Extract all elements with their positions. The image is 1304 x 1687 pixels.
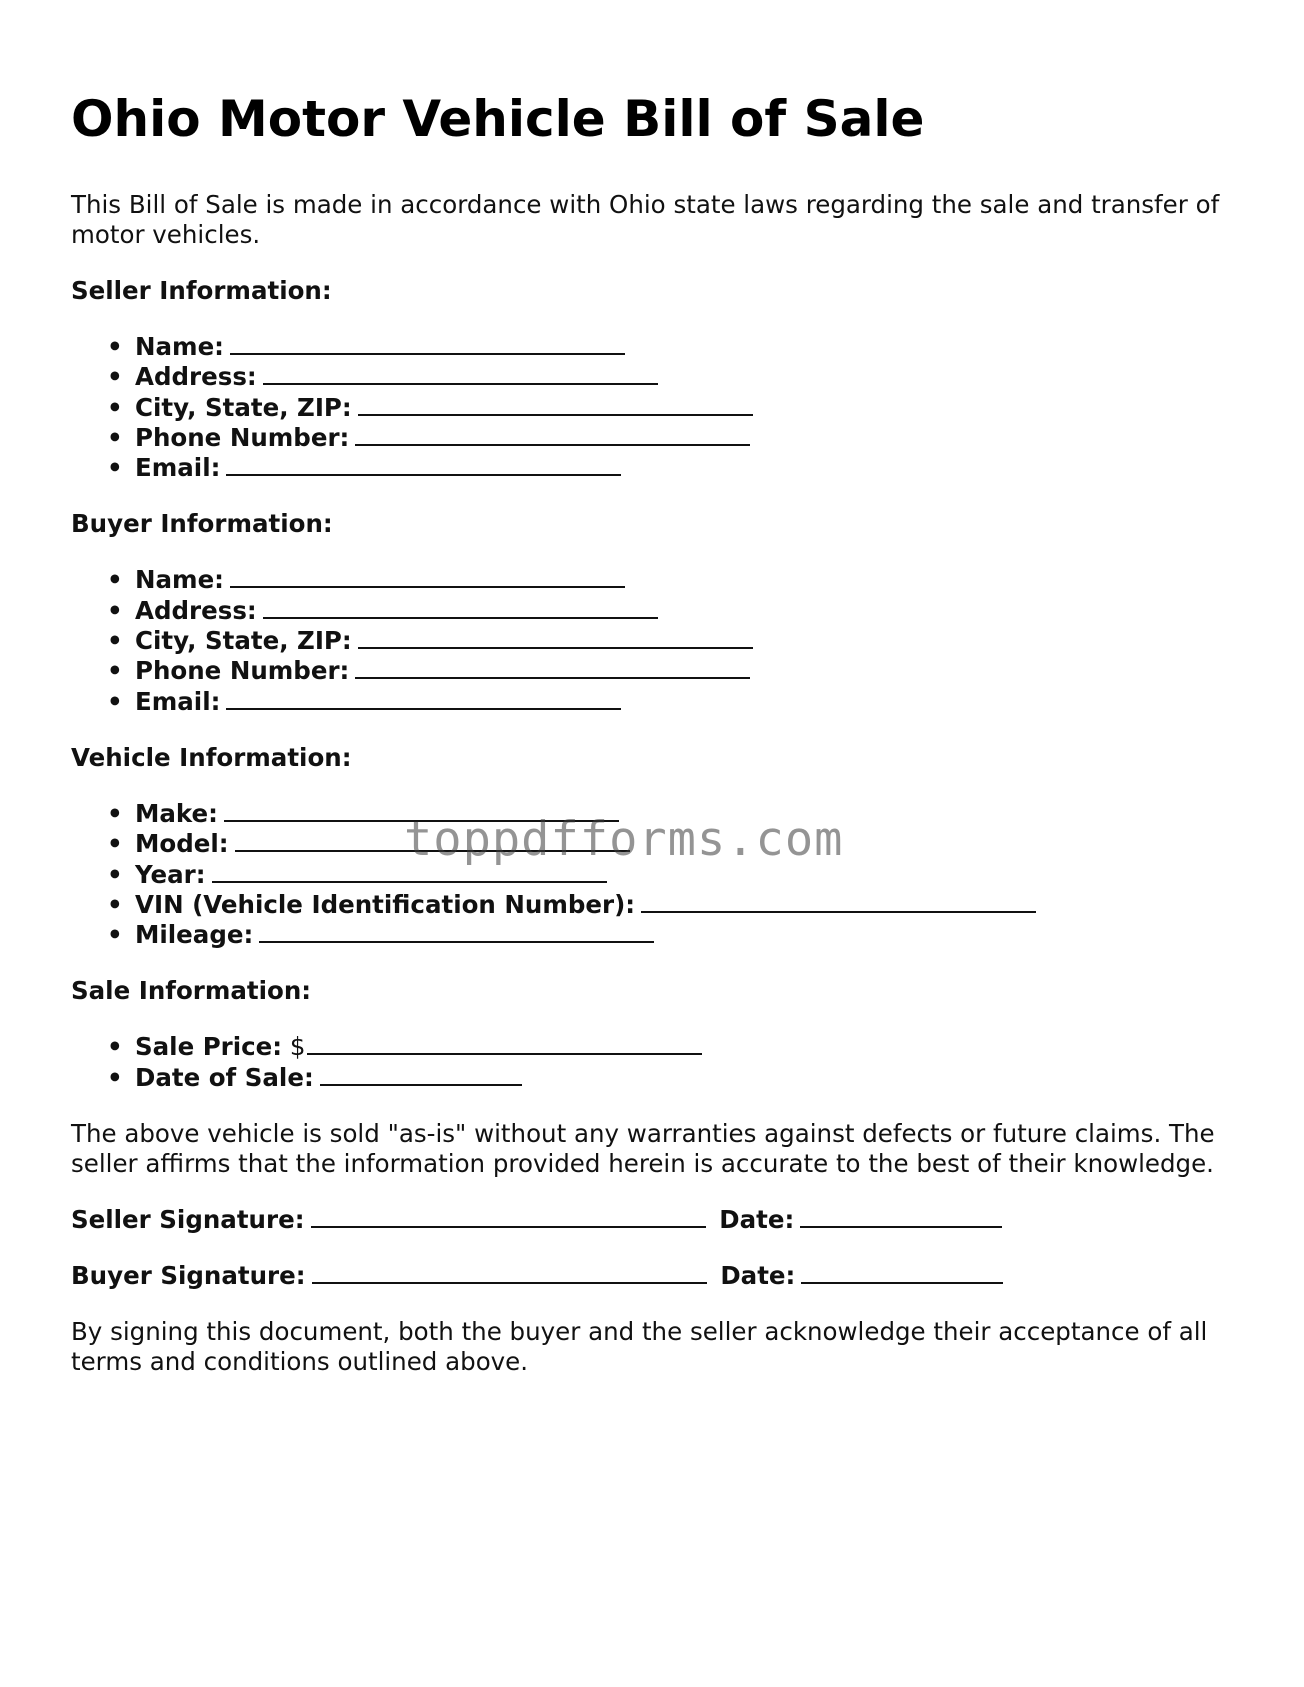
sale-date-field[interactable] [320, 1064, 522, 1086]
sale-date-label: Date of Sale: [135, 1062, 314, 1092]
seller-city-label: City, State, ZIP: [135, 392, 352, 422]
seller-address-label: Address: [135, 362, 257, 392]
buyer-email-field[interactable] [226, 688, 621, 710]
buyer-email-row [107, 686, 1231, 717]
bullet: • [107, 889, 123, 919]
vehicle-year-label: Year: [135, 859, 206, 889]
currency-symbol: $ [289, 1032, 306, 1062]
seller-phone-field[interactable] [355, 424, 750, 446]
buyer-phone-label: Phone Number: [135, 656, 350, 686]
seller-date-label: Date: [719, 1205, 795, 1235]
buyer-date-label: Date: [720, 1261, 796, 1291]
seller-date-field[interactable] [800, 1206, 1002, 1228]
seller-phone-label: Phone Number: [135, 422, 350, 452]
buyer-fields [71, 565, 1231, 716]
seller-name-label: Name: [135, 332, 224, 361]
bullet: • [107, 686, 123, 716]
bullet: • [107, 656, 123, 686]
seller-fields [71, 332, 1231, 483]
seller-signature-field[interactable] [311, 1206, 706, 1228]
buyer-city-label: City, State, ZIP: [135, 626, 352, 656]
sale-date-row [107, 1062, 1231, 1093]
vehicle-model-field[interactable] [235, 830, 630, 852]
buyer-address-label: Address: [135, 595, 257, 625]
vehicle-year-field[interactable] [212, 861, 607, 883]
buyer-signature-row [71, 1261, 1231, 1291]
seller-city-field[interactable] [358, 394, 753, 416]
vehicle-year-row [107, 859, 1231, 890]
buyer-date-field[interactable] [801, 1262, 1003, 1284]
seller-name-field[interactable] [230, 333, 625, 355]
bullet: • [107, 626, 123, 656]
seller-city-row [107, 392, 1231, 423]
vehicle-vin-row [107, 889, 1231, 920]
vehicle-make-row [107, 798, 1231, 829]
seller-name-row [107, 332, 1231, 362]
vehicle-vin-field[interactable] [641, 891, 1036, 913]
sale-section-heading: Sale Information: [71, 976, 312, 1006]
seller-email-row [107, 453, 1231, 483]
seller-phone-row [107, 422, 1231, 453]
buyer-signature-field[interactable] [312, 1262, 707, 1284]
buyer-address-field[interactable] [263, 597, 658, 619]
buyer-name-field[interactable] [230, 566, 625, 588]
bullet: • [107, 392, 123, 422]
bullet: • [107, 859, 123, 889]
vehicle-make-field[interactable] [224, 800, 619, 822]
seller-address-row [107, 362, 1231, 392]
seller-address-field[interactable] [263, 363, 658, 385]
vehicle-fields [71, 799, 1231, 950]
bullet: • [107, 565, 123, 595]
bullet: • [107, 798, 123, 828]
buyer-section-heading: Buyer Information: [71, 509, 333, 539]
sale-price-label: Sale Price: [135, 1032, 283, 1062]
bullet: • [107, 422, 123, 452]
buyer-signature-label: Buyer Signature: [71, 1261, 306, 1291]
sale-price-row [107, 1032, 1231, 1062]
vehicle-mileage-label: Mileage: [135, 920, 254, 950]
bullet: • [107, 453, 123, 483]
document-title: Ohio Motor Vehicle Bill of Sale [71, 90, 925, 148]
buyer-name-label: Name: [135, 565, 224, 595]
watermark: toppdfforms.com [404, 812, 844, 867]
seller-email-field[interactable] [226, 454, 621, 476]
seller-email-label: Email: [135, 453, 221, 483]
bullet: • [107, 1032, 123, 1062]
vehicle-vin-label: VIN (Vehicle Identification Number): [135, 889, 636, 919]
vehicle-section-heading: Vehicle Information: [71, 742, 352, 772]
sale-price-field[interactable] [307, 1033, 702, 1055]
bullet: • [107, 595, 123, 625]
bullet: • [107, 829, 123, 859]
bullet: • [107, 920, 123, 950]
vehicle-model-row [107, 829, 1231, 859]
seller-signature-row [71, 1205, 1231, 1235]
vehicle-make-label: Make: [135, 798, 218, 828]
document-page [71, 86, 1231, 1403]
buyer-email-label: Email: [135, 686, 221, 716]
vehicle-mileage-row [107, 920, 1231, 950]
sale-fields [71, 1032, 1231, 1093]
closing-paragraph: By signing this document, both the buyer and the seller acknowledge their acceptance of all terms and conditions outlined above. [71, 1317, 1208, 1377]
bullet: • [107, 1062, 123, 1092]
intro-paragraph: This Bill of Sale is made in accordance with Ohio state laws regarding the sale and transfer of motor vehicles. [71, 190, 1220, 249]
buyer-name-row [107, 565, 1231, 595]
buyer-phone-field[interactable] [355, 657, 750, 679]
bullet: • [107, 332, 123, 361]
buyer-city-field[interactable] [358, 627, 753, 649]
buyer-phone-row [107, 656, 1231, 686]
vehicle-mileage-field[interactable] [259, 921, 654, 943]
buyer-city-row [107, 626, 1231, 656]
vehicle-model-label: Model: [135, 829, 229, 859]
seller-section-heading: Seller Information: [71, 276, 332, 305]
disclaimer-paragraph: The above vehicle is sold "as-is" without any warranties against defects or future claims. The seller affirms that the information provided herein is accurate to the best of their knowledge. [71, 1119, 1215, 1179]
bullet: • [107, 362, 123, 392]
buyer-address-row [107, 595, 1231, 626]
seller-signature-label: Seller Signature: [71, 1205, 305, 1235]
